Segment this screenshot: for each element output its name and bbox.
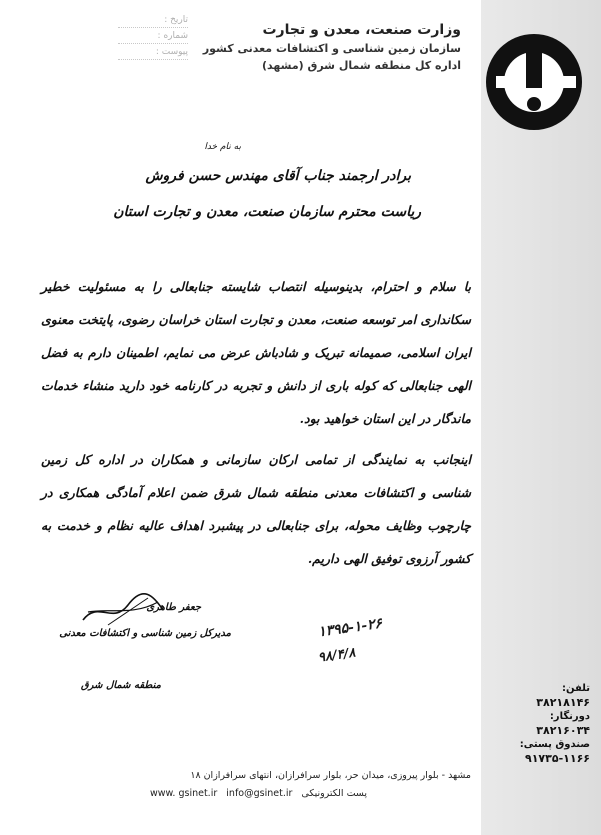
recipient-name: برادر ارجمند جناب آقای مهندس حسن فروش [145, 168, 411, 184]
recipient-title: ریاست محترم سازمان صنعت، معدن و تجارت استان [113, 204, 421, 220]
phone-number: ۳۸۲۱۸۱۴۶ [536, 696, 590, 709]
pobox-label: صندوق پستی: [519, 739, 590, 750]
signatory-region: منطقه شمال شرق [80, 680, 161, 691]
signatory-title: مدیرکل زمین شناسی و اکتشافات معدنی [59, 628, 231, 639]
attachment-field-label: پیوست : [118, 46, 188, 60]
office-name: اداره کل منطقه شمال شرق (مشهد) [261, 59, 461, 72]
organization-logo-icon [482, 30, 586, 134]
handwritten-date: ۱۳۹۵-۱-۲۶ [317, 615, 384, 641]
email-link[interactable]: info@gsinet.ir [226, 788, 293, 799]
ministry-name: وزارت صنعت، معدن و تجارت [262, 22, 461, 38]
handwritten-date: ۹۸/۴/۸ [317, 645, 357, 666]
fax-label: دورنگار: [549, 711, 590, 722]
fax-number: ۳۸۲۱۶۰۳۴ [536, 724, 590, 737]
letterhead [161, 20, 461, 74]
phone-label: تلفن: [561, 683, 590, 694]
footer-web [150, 788, 373, 799]
pobox-number: ۹۱۷۳۵-۱۱۶۶ [525, 752, 590, 765]
body-paragraph: اینجانب به نمایندگی از تمامی ارکان سازمانی و همکاران در اداره کل زمین شناسی و اکتشافات معدنی منطقه شمال شرق ضمن اعلام آمادگی همکاری در چارچوب وظایف محوله، برای جنابعالی در پیشبرد اهداف عالیه نظام و خدمت به کشور آرزوی توفیق الهی داریم. [41, 452, 471, 566]
contact-block [484, 682, 590, 766]
email-label: پست الکترونیکی [301, 788, 368, 799]
letter-body [41, 270, 471, 583]
signatory-name: جعفر طاهری [146, 602, 201, 613]
organization-name: سازمان زمین شناسی و اکتشافات معدنی کشور [202, 42, 461, 55]
footer-address: مشهد - بلوار پیروزی، میدان حر، بلوار سرافرازان، انتهای سرافرازان ۱۸ [190, 770, 471, 781]
date-field-label: تاریخ : [118, 14, 188, 28]
website-link[interactable]: www. gsinet.ir [150, 788, 218, 799]
erased-area [178, 557, 306, 587]
number-field-label: شماره : [118, 30, 188, 44]
bismillah: به نام خدا [204, 142, 241, 152]
body-paragraph: با سلام و احترام، بدینوسیله انتصاب شایسته جنابعالی را به مسئولیت خطیر سکانداری امر توسعه صنعت، معدن و تجارت استان خراسان رضوی، پایتخت معنوی ایران اسلامی، صمیمانه تبریک و شادباش عرض می نمایم، اطمینان دارم به فضل الهی جنابعالی که کوله باری از دانش و تجربه در کارنامه خود دارید منشاء خدمات ماندگار در این استان خواهید بود. [41, 279, 471, 426]
